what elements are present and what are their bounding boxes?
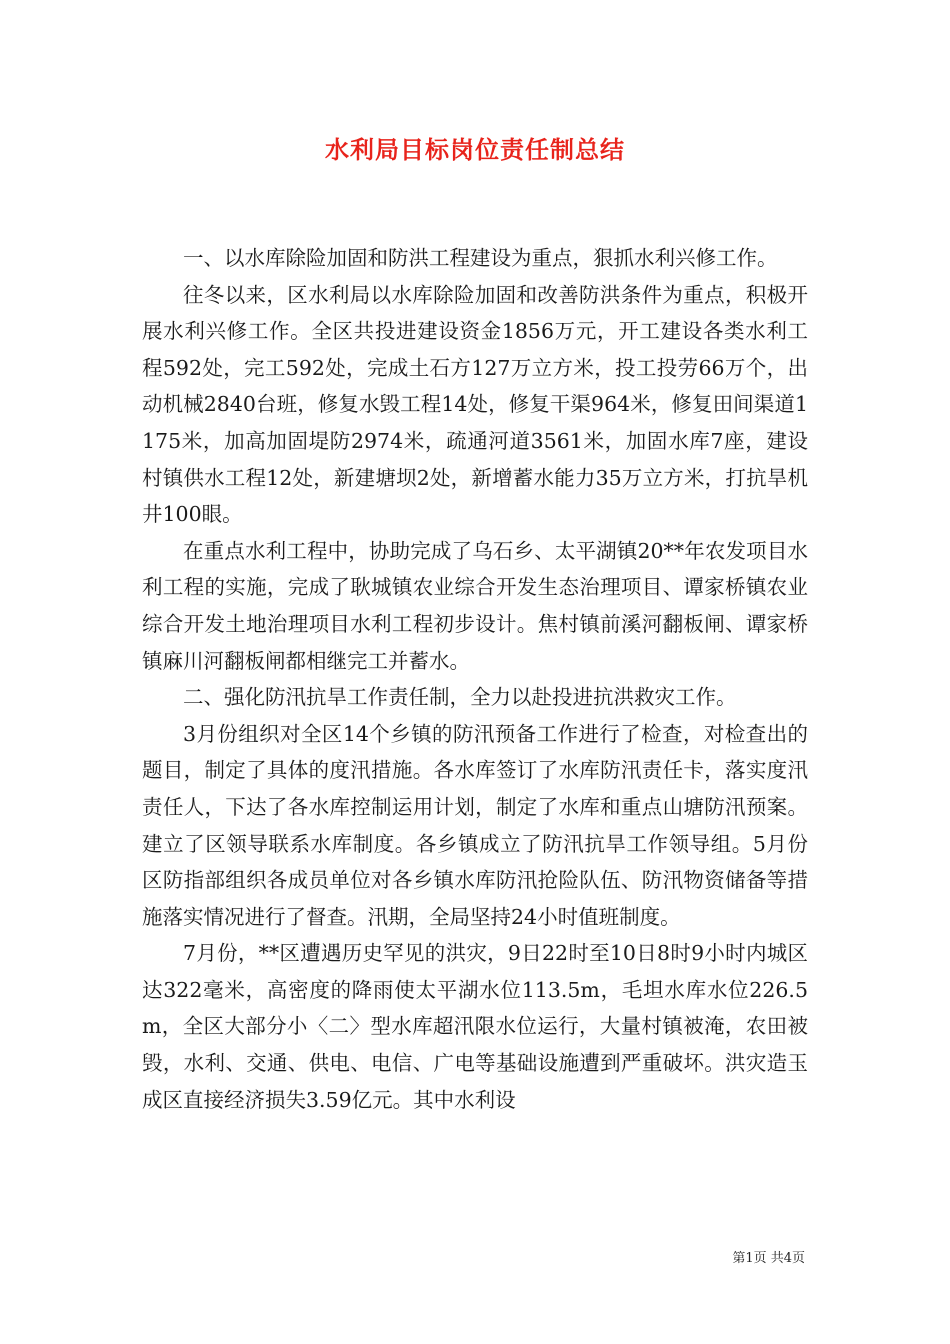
paragraph-construction: 往冬以来，区水利局以水库除险加固和改善防洪条件为重点，积极开展水利兴修工作。全区共投进建设资金1856万元，开工建设各类水利工程592处，完工592处，完成土石方127万立方米，投工投劳66万个，出动机械2840台班，修复水毁工程14处，修复干渠964米，修复田间渠道1175米，加高加固堤防2974米，疏通河道3561米，加固水库7座，建设村镇供水工程12处，新建塘坝2处，新增蓄水能力35万立方米，打抗旱机井100眼。 — [142, 282, 808, 527]
paragraph-key-projects: 在重点水利工程中，协助完成了乌石乡、太平湖镇20**年农发项目水利工程的实施，完成了耿城镇农业综合开发生态治理项目、谭家桥镇农业综合开发土地治理项目水利工程初步设计。焦村镇前溪河翻板闸、谭家桥镇麻川河翻板闸都相继完工并蓄水。 — [142, 538, 808, 673]
document-title: 水利局目标岗位责任制总结 — [325, 135, 625, 164]
paragraph-flood-prep: 3月份组织对全区14个乡镇的防汛预备工作进行了检查，对检查出的题目，制定了具体的度汛措施。各水库签订了水库防汛责任卡，落实度汛责任人，下达了各水库控制运用计划，制定了水库和重点山塘防汛预案。建立了区领导联系水库制度。各乡镇成立了防汛抗旱工作领导组。5月份区防指部组织各成员单位对各乡镇水库防汛抢险队伍、防汛物资储备等措施落实情况进行了督查。汛期，全局坚持24小时值班制度。 — [142, 721, 808, 929]
document-body — [142, 240, 808, 1118]
page-number-footer: 第1页 共4页 — [732, 1251, 805, 1266]
section-heading-1: 一、以水库除险加固和防洪工程建设为重点，狠抓水利兴修工作。 — [183, 246, 778, 270]
section-heading-2: 二、强化防汛抗旱工作责任制，全力以赴投进抗洪救灾工作。 — [183, 685, 737, 710]
paragraph-flood-disaster: 7月份，**区遭遇历史罕见的洪灾，9日22时至10日8时9小时内城区达322毫米，高密度的降雨使太平湖水位113.5m，毛坦水库水位226.5m，全区大部分小〈二〉型水库超汛限水位运行，大量村镇被淹，农田被毁，水利、交通、供电、电信、广电等基础设施遭到严重破坏。洪灾造玉成区直接经济损失3.59亿元。其中水利设 — [142, 941, 808, 1112]
